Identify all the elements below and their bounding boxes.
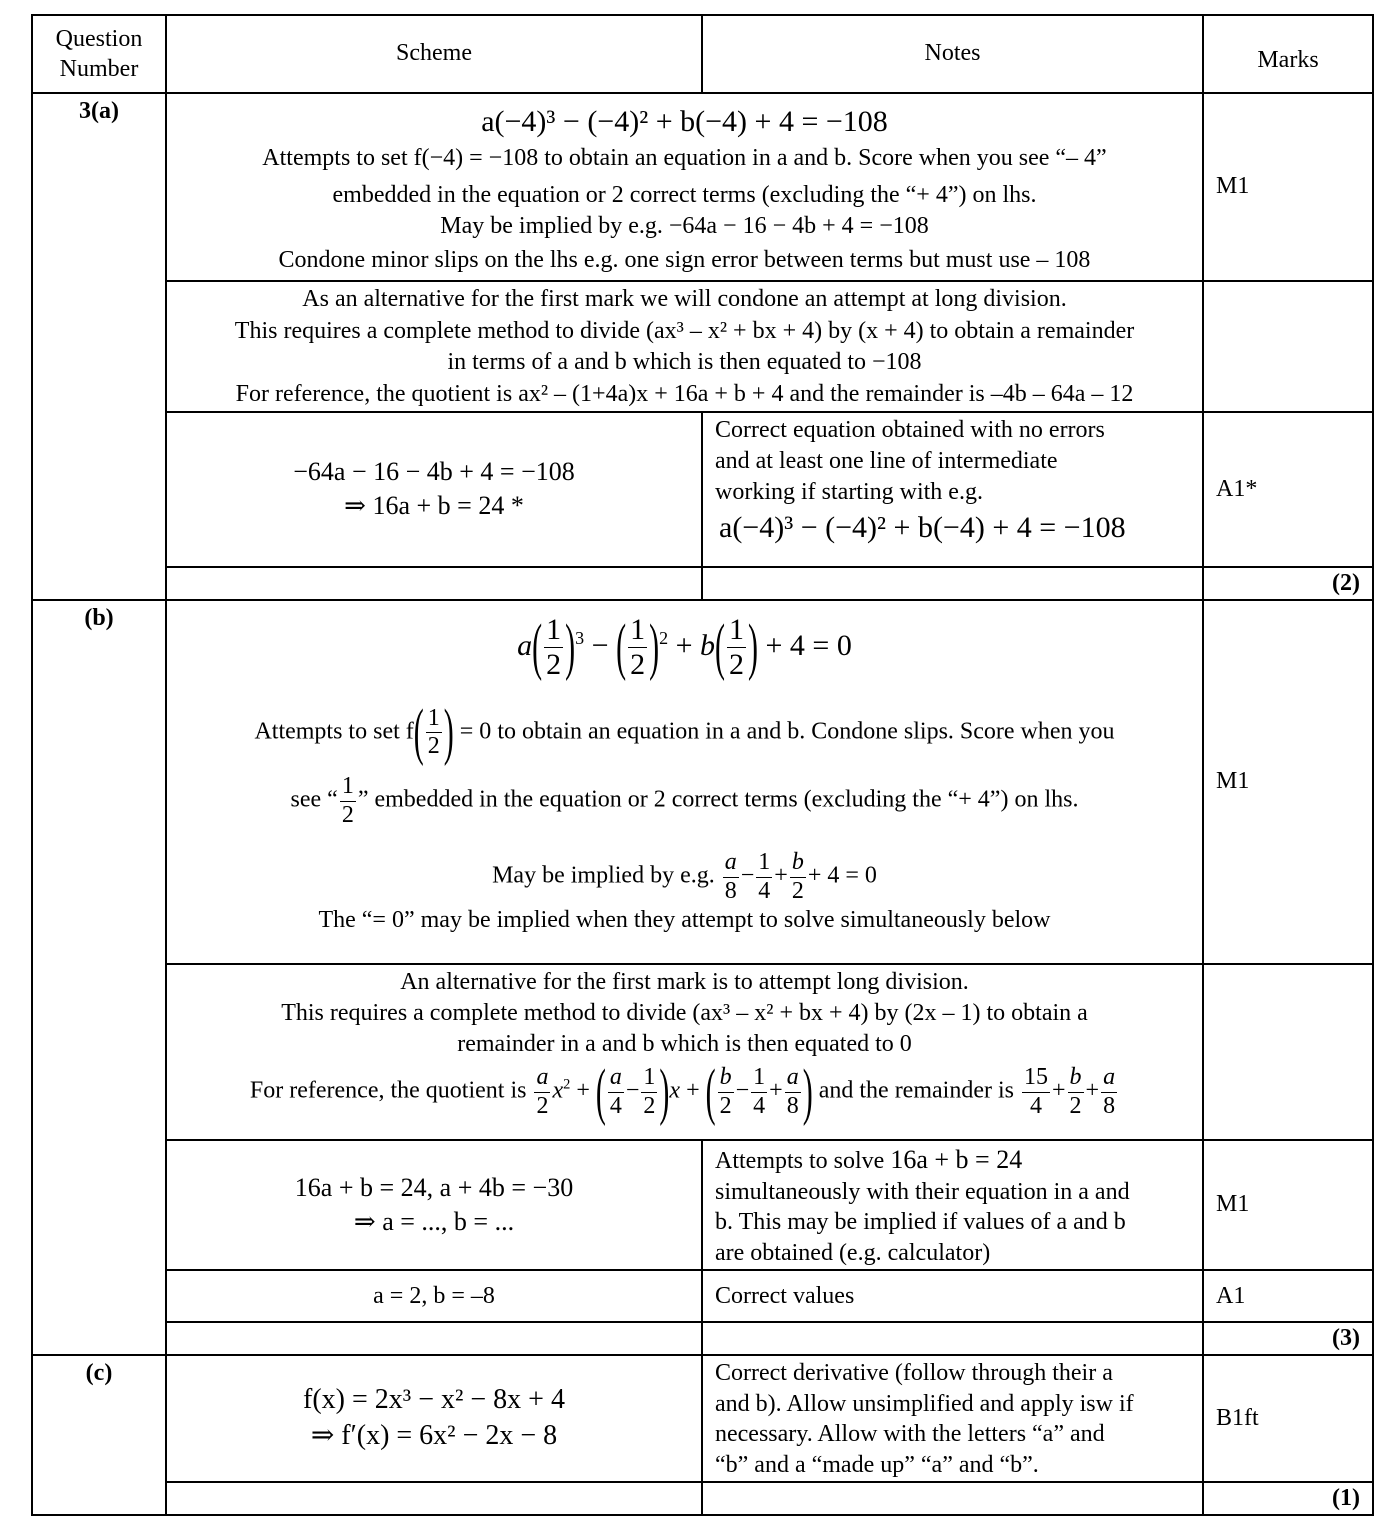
part-c-total-empty-2 (702, 1482, 1203, 1515)
part-b-notes-2 (702, 1140, 1203, 1270)
part-a-note-line2: embedded in the equation or 2 correct terms (excluding the “+ 4”) on lhs. (332, 182, 1037, 209)
part-a-scheme-2 (166, 412, 702, 567)
part-b-alternative-cell (166, 964, 1203, 1140)
part-a-notes-2-line1: Correct equation obtained with no errors (715, 416, 1105, 443)
header-marks: Marks (1203, 15, 1373, 93)
part-a-alt-line4: For reference, the quotient is ax² – (1+4a)x + 16a + b + 4 and the remainder is –4b – 64a – 12 (235, 381, 1134, 408)
part-b-total-empty-1 (166, 1322, 702, 1355)
part-a-total-empty-1 (166, 567, 702, 600)
part-b-total-row (32, 1322, 1373, 1355)
part-a-total-row (32, 567, 1373, 600)
part-a-alt-mark-empty (1203, 281, 1373, 412)
part-a-notes-2-line2: and at least one line of intermediate (715, 447, 1058, 474)
part-a-equation: a(−4)³ − (−4)² + b(−4) + 4 = −108 (481, 105, 888, 138)
part-b-mark-a1: A1 (1203, 1270, 1373, 1322)
header-scheme: Scheme (166, 15, 702, 93)
part-b-scheme-2-line2: ⇒ a = ..., b = ... (353, 1206, 515, 1236)
part-b-alt-line2: This requires a complete method to divide (ax³ – x² + bx + 4) by (2x – 1) to obtain a (281, 1000, 1088, 1027)
part-a-note-line1: Attempts to set f(−4) = −108 to obtain an equation in a and b. Score when you see “– 4” (262, 145, 1107, 171)
part-c-notes (702, 1355, 1203, 1482)
part-a-scheme-2-line2: ⇒ 16a + b = 24 * (344, 491, 524, 521)
part-a-notes-2-line3: working if starting with e.g. (715, 479, 983, 506)
part-a-total: (2) (1203, 567, 1373, 600)
part-b-alt-line4: For reference, the quotient is $\frac{a}{2}$ $x^2$ + ( $\frac{a}{4}$ − $\frac{1}{2}$ )x + ( $\frac{b}{2}$ − $\frac{1}{4}$ + $\frac{a}{8}$ ) and the remainder is $\frac{15}{4}$ + $\frac{b}{2}$ + $\frac{a}{8}$ (249, 1057, 1116, 1128)
part-c-total: (1) (1203, 1482, 1373, 1515)
part-a-row-alt (32, 281, 1373, 412)
part-c-scheme (166, 1355, 702, 1482)
part-b-notes-2-line3: b. This may be implied if values of a and b (715, 1209, 1126, 1236)
part-b-alt-line1: An alternative for the first mark is to attempt long division. (400, 968, 969, 995)
part-b-note-line1: Attempts to set f( $\frac{1}{2}$ ) = 0 to obtain an equation in a and b. Condone slips. Score when you (254, 698, 1115, 768)
part-c-mark-b1ft: B1ft (1203, 1355, 1373, 1482)
part-a-alt-line1: As an alternative for the first mark we will condone an attempt at long division. (302, 286, 1067, 312)
part-b-scheme-2-line1: 16a + b = 24, a + 4b = −30 (294, 1173, 574, 1203)
part-b-mark-m1-2: M1 (1203, 1140, 1373, 1270)
part-a-method-cell (166, 93, 1203, 281)
part-c-notes-line4: “b” and a “made up” “a” and “b”. (715, 1452, 1039, 1479)
part-a-note-line3: May be implied by e.g. −64a − 16 − 4b + 4 = −108 (440, 213, 929, 240)
part-a-notes-2-equation: a(−4)³ − (−4)² + b(−4) + 4 = −108 (719, 511, 1126, 545)
part-b-notes-2-line1: Attempts to solve 16a + b = 24 (715, 1144, 1023, 1174)
part-b-equation-rhs: + 4 = 0 (765, 628, 852, 662)
header-notes: Notes (702, 15, 1203, 93)
part-b-row-3 (32, 1270, 1373, 1322)
part-b-row-1 (32, 600, 1373, 964)
part-a-mark-m1: M1 (1203, 93, 1373, 281)
part-a-note-line4: Condone minor slips on the lhs e.g. one sign error between terms but must use – 108 (278, 246, 1091, 273)
part-a-mark-a1: A1* (1203, 412, 1373, 567)
part-b-scheme-2 (166, 1140, 702, 1270)
part-a-row-1 (32, 93, 1373, 281)
part-b-notes-2-line4: are obtained (e.g. calculator) (715, 1240, 991, 1267)
part-b-notes-3: Correct values (702, 1270, 1203, 1322)
part-b-alt-mark-empty (1203, 964, 1373, 1140)
part-b-notes-2-line2: simultaneously with their equation in a and (715, 1178, 1130, 1205)
part-c-scheme-line1: f(x) = 2x³ − x² − 8x + 4 (303, 1383, 565, 1415)
part-b-note-line4: The “= 0” may be implied when they attempt to solve simultaneously below (318, 907, 1051, 934)
part-a-row-2 (32, 412, 1373, 567)
part-b-label: (b) (32, 600, 166, 1355)
mark-scheme-table (31, 14, 1374, 1516)
part-a-alt-line3: in terms of a and b which is then equated to −108 (447, 349, 922, 376)
part-c-label: (c) (32, 1355, 166, 1515)
part-b-total: (3) (1203, 1322, 1373, 1355)
part-b-mark-m1: M1 (1203, 600, 1373, 964)
part-c-row-1 (32, 1355, 1373, 1482)
part-a-total-empty-2 (702, 567, 1203, 600)
part-c-notes-line3: necessary. Allow with the letters “a” and (715, 1421, 1105, 1448)
part-a-notes-2 (702, 412, 1203, 567)
part-a-alternative-cell (166, 281, 1203, 412)
part-b-note-line2: see “ $\frac{1}{2}$ ” embedded in the equation or 2 correct terms (excluding the “+ 4”) on lhs. (290, 773, 1079, 828)
part-b-method-cell (166, 600, 1203, 964)
part-b-note-line3: May be implied by e.g. $\frac{a}{8}$ − $\frac{1}{4}$ + $\frac{b}{2}$ + 4 = 0 (492, 849, 877, 904)
part-c-notes-line1: Correct derivative (follow through their a (715, 1359, 1113, 1386)
part-a-scheme-2-line1: −64a − 16 − 4b + 4 = −108 (293, 457, 575, 487)
part-c-scheme-line2: ⇒ f′(x) = 6x² − 2x − 8 (310, 1420, 558, 1452)
part-b-equation: a( $\frac{1}{2}$ )$^3$ − ( $\frac{1}{2}$ )$^2$ + b( $\frac{1}{2}$ ) + 4 = 0 (517, 612, 852, 683)
part-b-alt-line3: remainder in a and b which is then equated to 0 (457, 1031, 912, 1058)
part-a-alt-line2: This requires a complete method to divide (ax³ – x² + bx + 4) by (x + 4) to obtain a remainder (234, 317, 1135, 344)
part-b-total-empty-2 (702, 1322, 1203, 1355)
part-c-total-row (32, 1482, 1373, 1515)
header-question-number: Question Number (32, 15, 166, 93)
part-b-scheme-3: a = 2, b = –8 (166, 1270, 702, 1322)
part-c-notes-line2: and b). Allow unsimplified and apply isw if (715, 1390, 1134, 1417)
part-c-total-empty-1 (166, 1482, 702, 1515)
part-b-row-alt (32, 964, 1373, 1140)
part-b-row-2 (32, 1140, 1373, 1270)
header-row (32, 15, 1373, 93)
part-a-label: 3(a) (32, 93, 166, 600)
